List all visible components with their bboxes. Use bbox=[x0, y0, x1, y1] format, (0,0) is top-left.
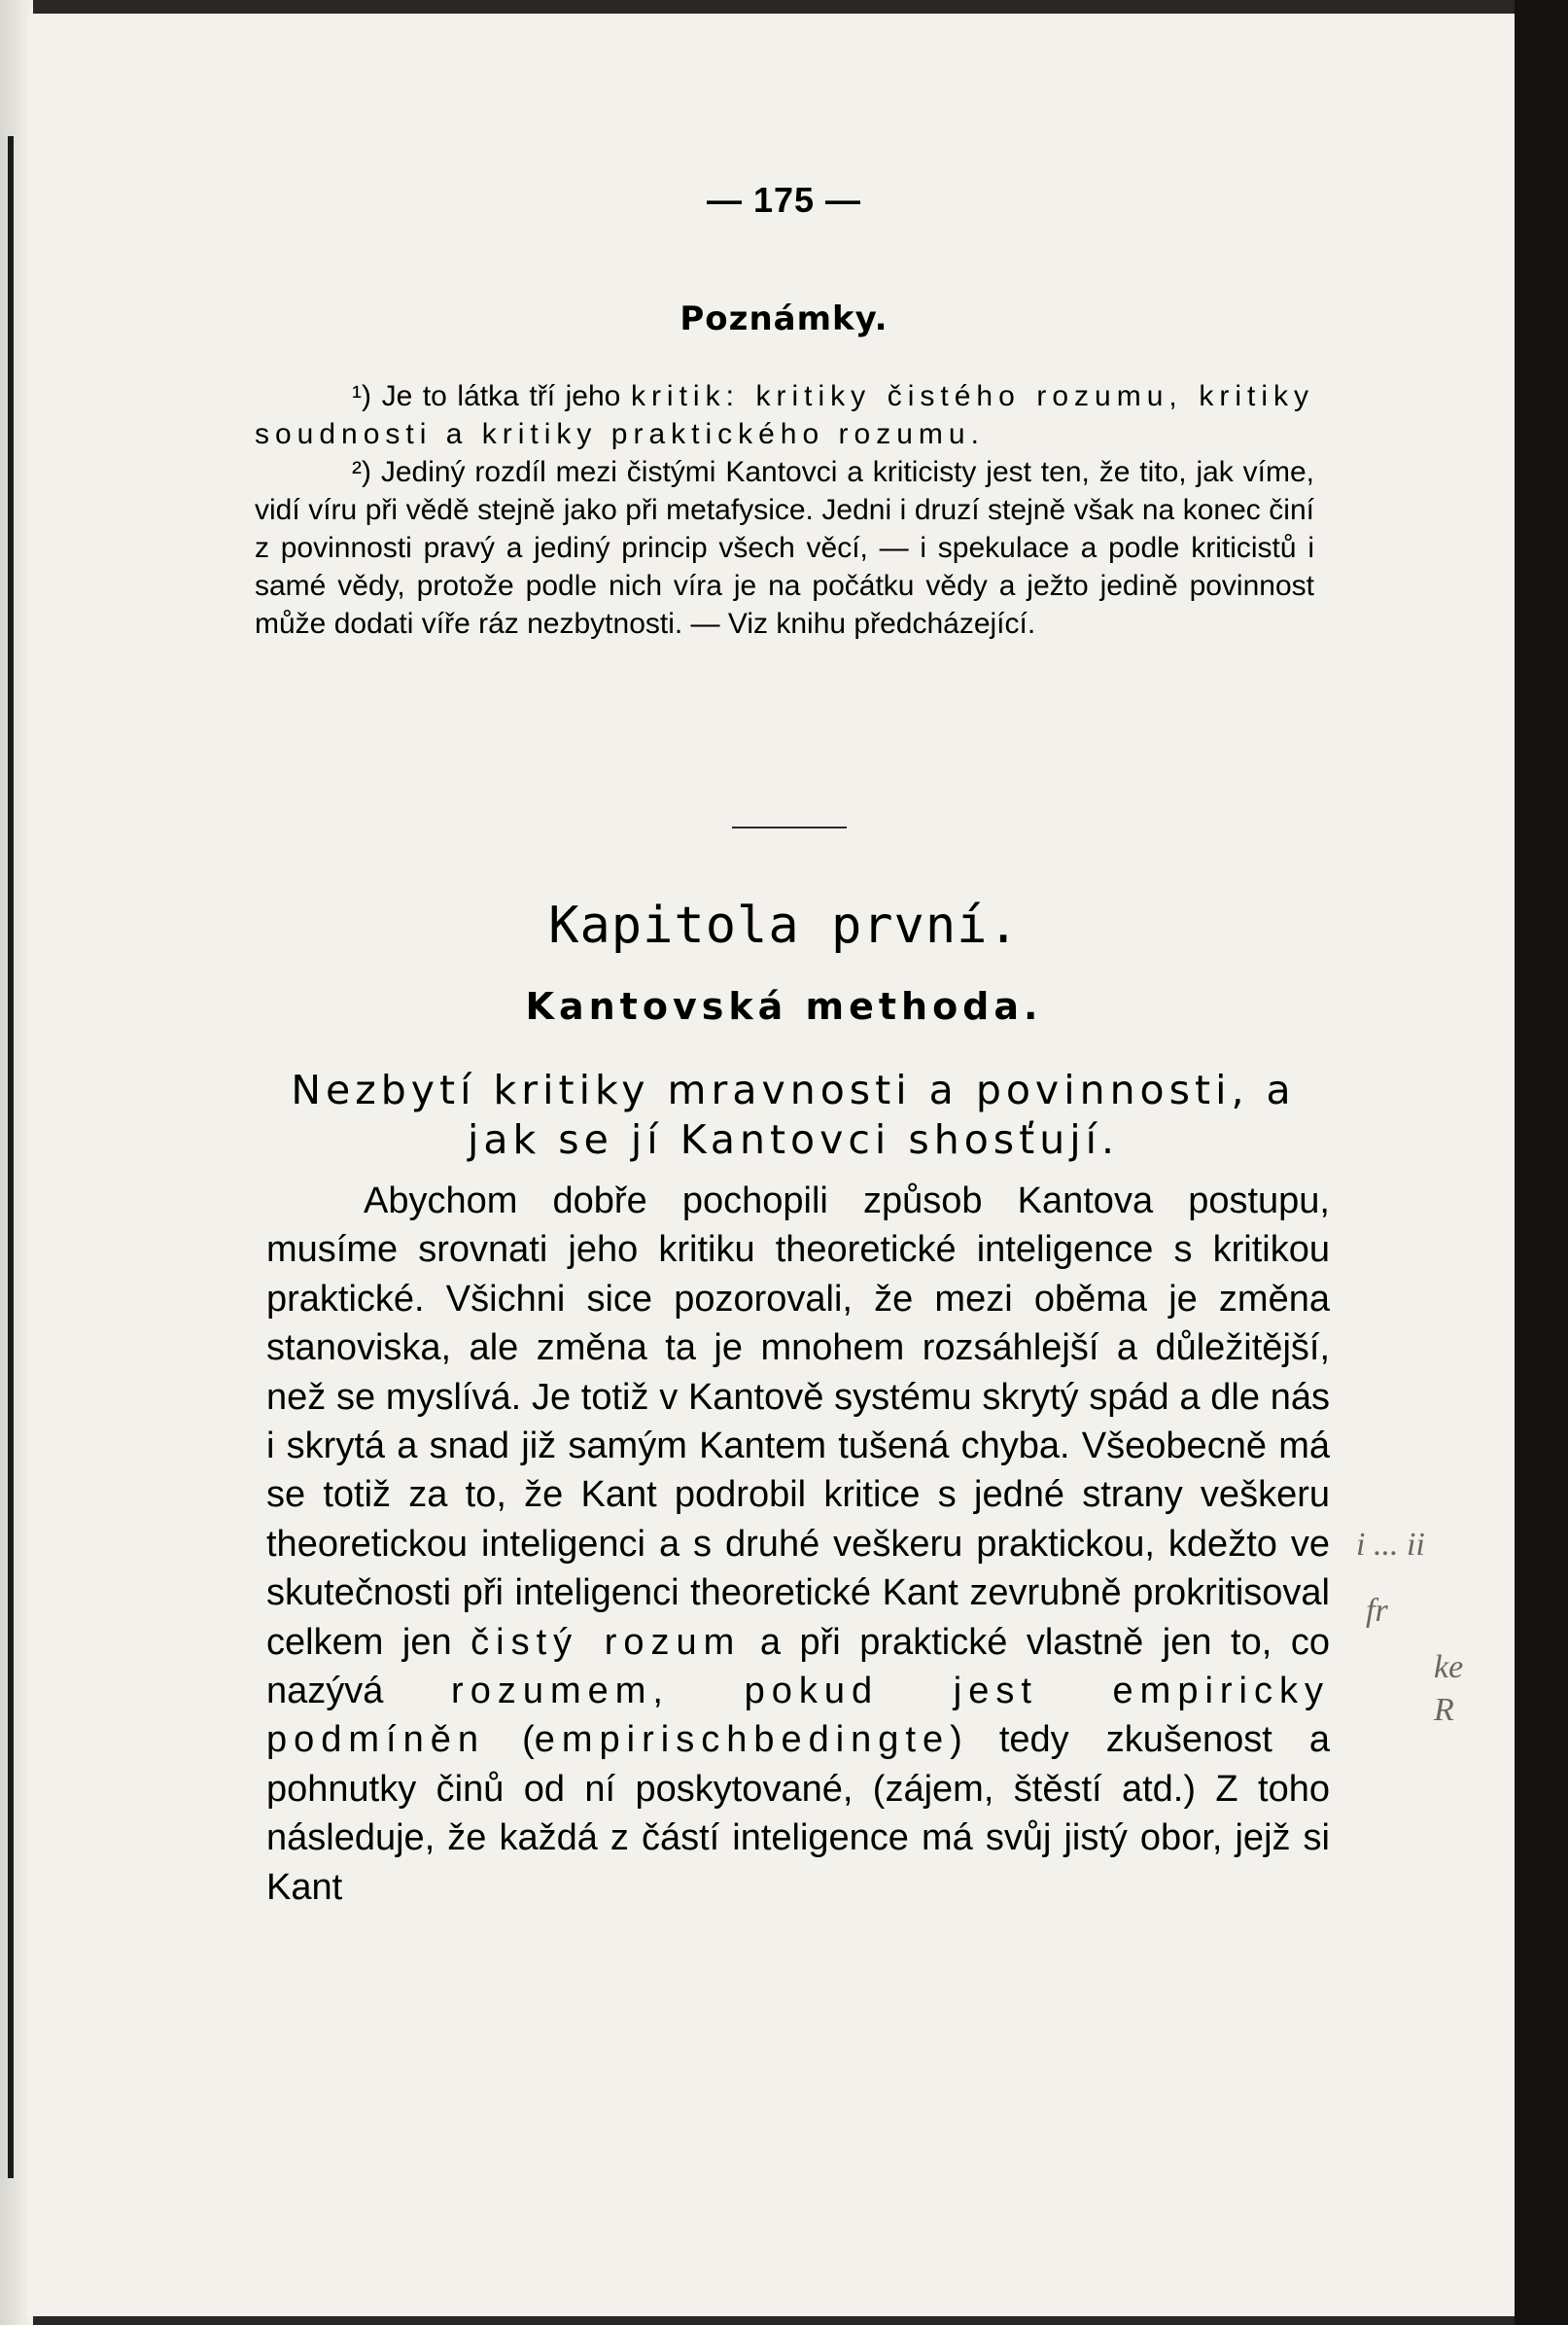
body-text-2: a při praktické vlastně jen to, co nazývá bbox=[266, 1621, 1330, 1712]
body-text-1: Abychom dobře pochopili způsob Kantova postupu, musíme srovnati jeho kritiku theoretické inteligence s kritikou praktické. Všichni sice pozorovali, že mezi oběma je změna stanoviska, ale změna ta je mnohem rozsáhlejší a důležitější, než se myslívá. Je totiž v Kantově systému skrytý spád a dle nás i skrytá a snad již samým Kantem tušená chyba. Všeobecně má se totiž za to, že Kant podrobil kritice s jedné strany veškeru theoretickou inteligenci a s druhé veškeru praktickou, kdežto ve skutečnosti při inteligenci theoretické Kant zevrubně prokritisoval celkem jen bbox=[266, 1180, 1330, 1663]
body-text bbox=[266, 1177, 1330, 1912]
margin-note: ke bbox=[1434, 1649, 1464, 1685]
body-spaced-3: empirischbedingte bbox=[534, 1719, 951, 1761]
subheading: Nezbytí kritiky mravnosti a povinnosti, a jak se jí Kantovci shosťují. bbox=[291, 1067, 1296, 1163]
footnote-1-marker: ¹) bbox=[352, 380, 371, 412]
margin-note: R bbox=[1434, 1692, 1454, 1728]
margin-note: fr bbox=[1366, 1593, 1388, 1629]
footnotes bbox=[255, 377, 1314, 643]
body-spaced-1: čistý rozum bbox=[470, 1621, 742, 1663]
chapter-title: Kapitola první. bbox=[548, 897, 1020, 955]
footnote-1-spaced-text: kritik: kritiky čistého rozumu, kritiky soudnosti a kritiky praktického rozumu bbox=[255, 380, 1314, 450]
notes-heading: Poznámky. bbox=[679, 299, 889, 338]
footnote-2-text: Jediný rozdíl mezi čistými Kantovci a kriticisty jest ten, že tito, jak víme, vidí víru při vědě stejně jako při metafysice. Jedni i druzí stejně však na konec činí z povinnosti pravý a jediný princip všech věcí, — i spekulace a podle kriticistů i samé vědy, protože podle nich víra je na počátku vědy a ježto jedině povinnost může dodati víře ráz nezbytnosti. — Viz knihu předcházející. bbox=[255, 456, 1314, 640]
handwritten-margin-notes bbox=[1356, 1527, 1463, 1729]
body-spaced-2: rozumem, pokud jest empiricky podmíněn bbox=[266, 1671, 1330, 1761]
footnote-1-text: Je to látka tří jeho bbox=[370, 380, 631, 412]
footnote-2 bbox=[255, 453, 1314, 643]
page-number: — 175 — bbox=[706, 180, 862, 220]
section-title: Kantovská methoda. bbox=[525, 985, 1043, 1028]
section-separator bbox=[732, 827, 847, 828]
body-text-3: ( bbox=[485, 1719, 535, 1761]
body-paragraph bbox=[266, 1177, 1330, 1912]
footnote-1-end: . bbox=[970, 418, 979, 450]
book-page bbox=[27, 14, 1515, 2316]
scan-right-edge bbox=[1515, 0, 1568, 2325]
footnote-2-marker: ²) bbox=[352, 456, 371, 488]
binding-shadow bbox=[8, 136, 14, 2178]
footnote-1 bbox=[255, 377, 1314, 453]
margin-note: i ... ii bbox=[1356, 1527, 1425, 1563]
body-text-4: ) tedy zkušenost a pohnutky činů od ní poskytované, (zájem, štěstí atd.) Z toho následuje, že každá z částí inteligence má svůj jistý obor, jejž si Kant bbox=[266, 1719, 1330, 1908]
